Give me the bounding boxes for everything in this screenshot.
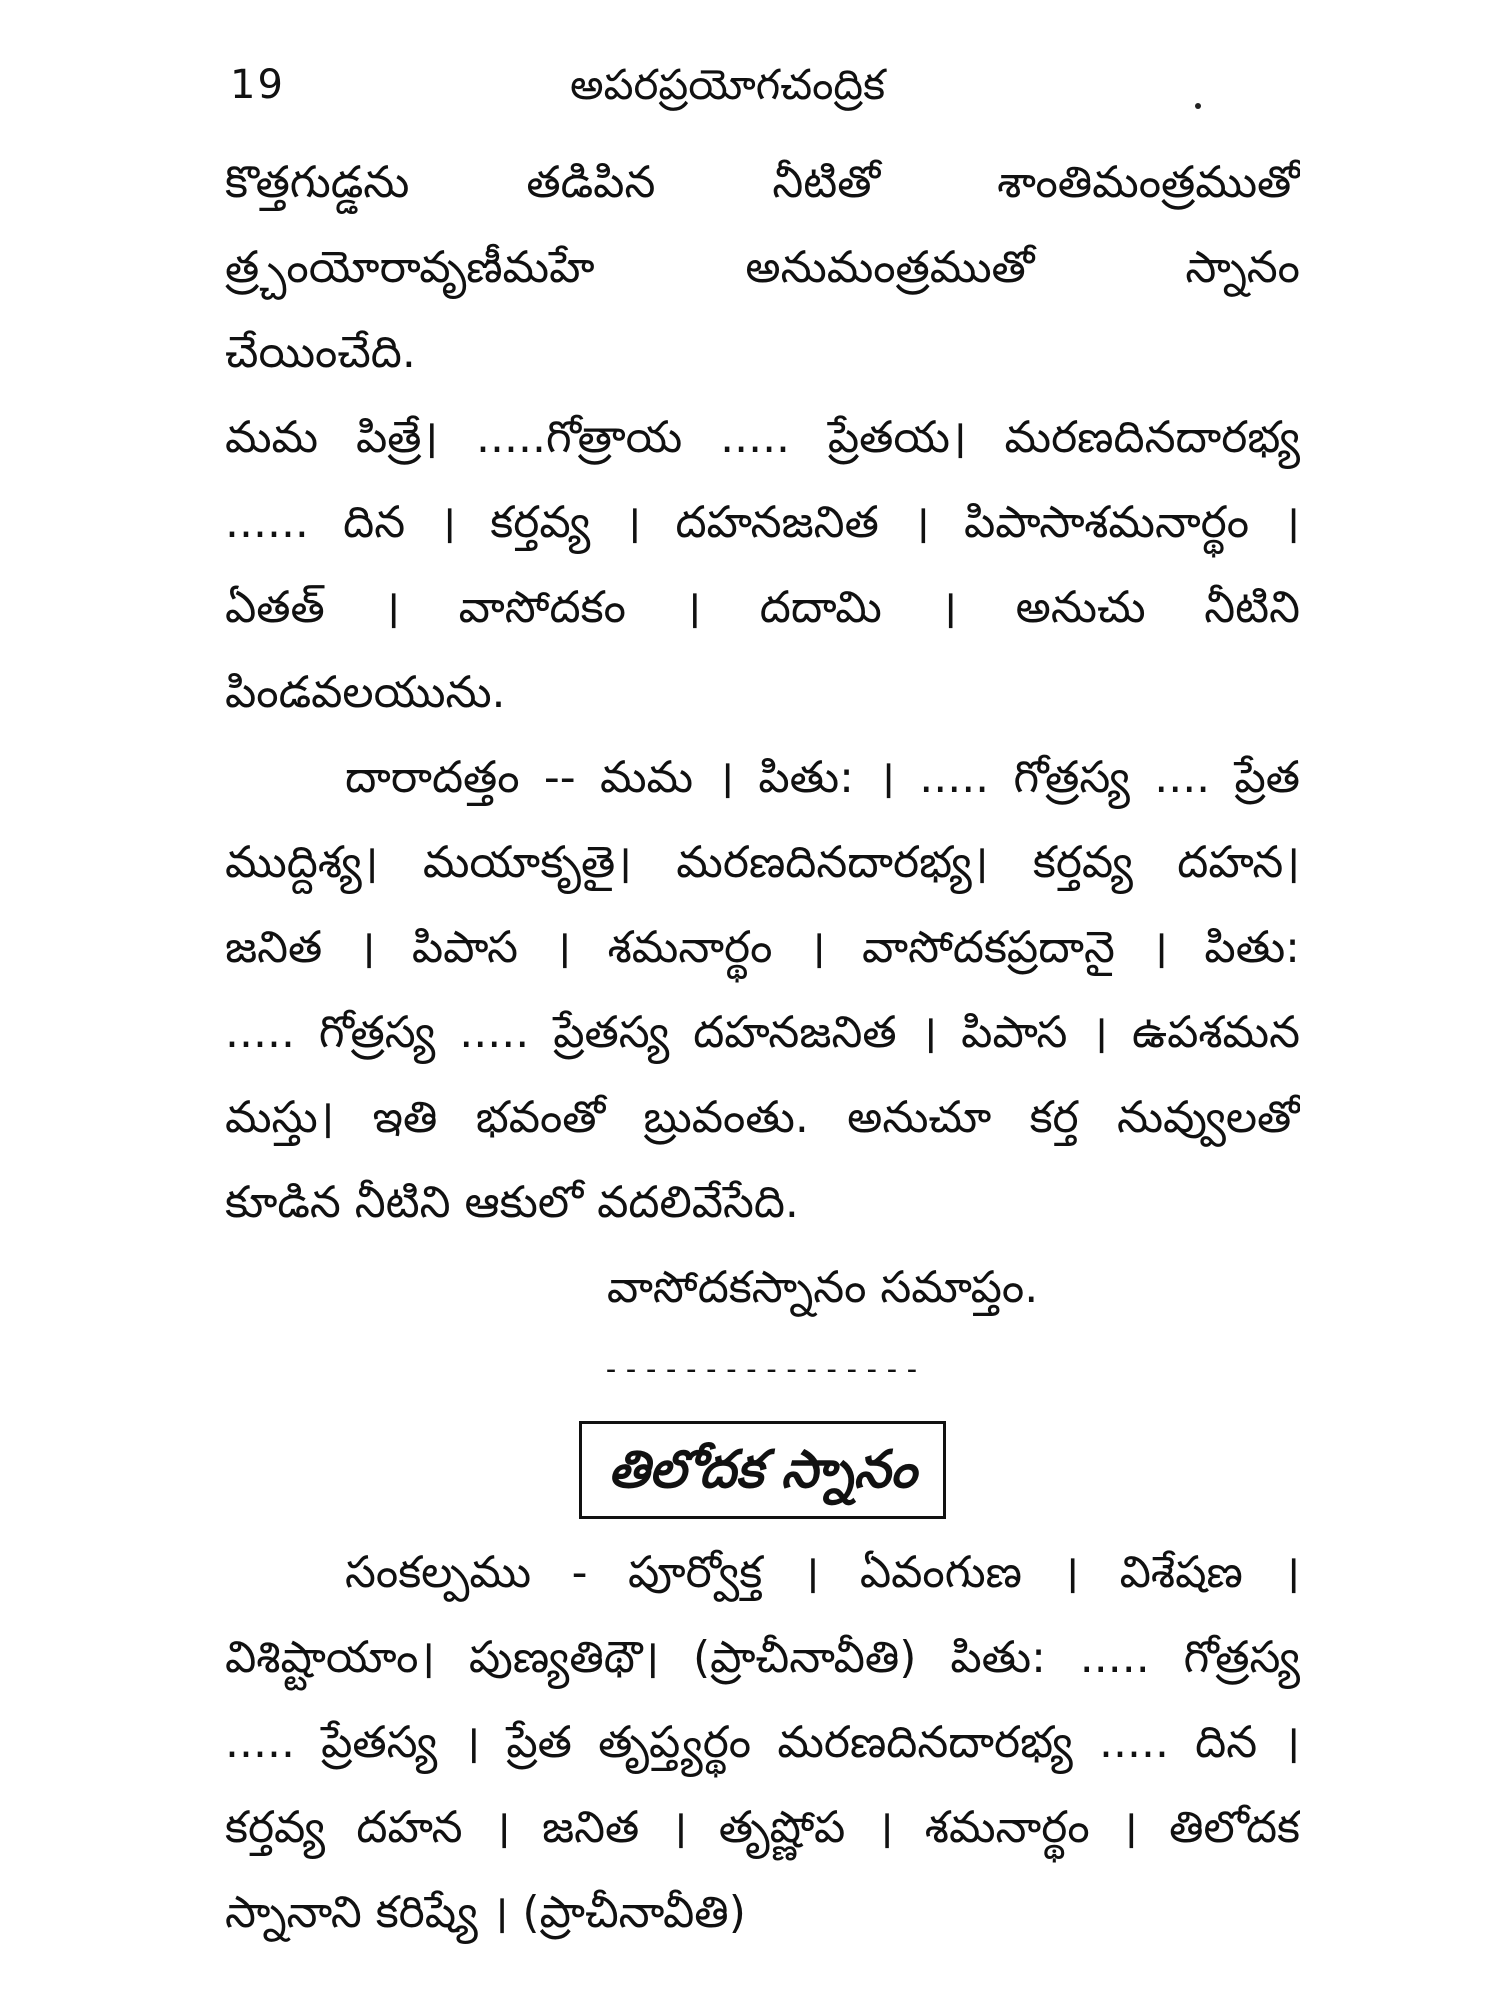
page-number: 19 xyxy=(230,62,285,108)
text-line: ముద్దిశ్య। మయాకృతై। మరణదినదారభ్య। కర్తవ్య దహన। xyxy=(225,837,1300,888)
text-line: సంకల్పము - పూర్వోక్త । ఏవంగుణ । విశేషణ । xyxy=(345,1547,1300,1598)
section-closing-line: వాసోదకస్నానం సమాప్తం. xyxy=(606,1262,1039,1313)
text-line: మమ పిత్రే। .....గోత్రాయ ..... ప్రేతయ। మరణదినదారభ్య xyxy=(225,412,1300,463)
section-heading-wrap xyxy=(225,1410,1300,1530)
page-header xyxy=(230,50,1230,120)
text-line: జనిత । పిపాస । శమనార్థం । వాసోదకప్రదానై । పితు: xyxy=(225,922,1300,973)
ink-speck xyxy=(1195,103,1201,109)
text-line: ..... గోత్రస్య ..... ప్రేతస్య దహనజనిత । పిపాస । ఉపశమన xyxy=(225,1007,1300,1058)
text-line: పిండవలయును. xyxy=(225,667,506,718)
text-line: స్నానాని కరిష్యే । (ప్రాచీనావీతి) xyxy=(225,1887,746,1938)
section-heading: తిలోదక స్నానం xyxy=(579,1421,945,1519)
text-line: కొత్తగుడ్డను తడిపిన నీటితో శాంతిమంత్రముతో xyxy=(225,157,1300,208)
text-line: ఏతత్ । వాసోదకం । దదామి । అనుచు నీటిని xyxy=(225,582,1300,633)
text-line: విశిష్టాయాం। పుణ్యతిథౌ। (ప్రాచీనావీతి) పితు: ..... గోత్రస్య xyxy=(225,1632,1300,1683)
section-separator: ---------------- xyxy=(602,1352,923,1387)
text-line: ...... దిన । కర్తవ్య । దహనజనిత । పిపాసాశమనార్థం । xyxy=(225,497,1300,548)
text-line: కర్తవ్య దహన । జనిత । తృష్ణోప । శమనార్థం । తిలోదక xyxy=(225,1802,1300,1853)
text-line: మస్తు। ఇతి భవంతో బ్రువంతు. అనుచూ కర్త నువ్వులతో xyxy=(225,1092,1300,1143)
text-line: ..... ప్రేతస్య । ప్రేత తృప్త్యర్థం మరణదినదారభ్య ..... దిన । xyxy=(225,1717,1300,1768)
text-line: దారాదత్తం -- మమ । పితు: । ..... గోత్రస్య .... ప్రేత xyxy=(345,752,1300,803)
text-line: చేయించేది. xyxy=(225,327,416,378)
text-line: కూడిన నీటిని ఆకులో వదలివేసేది. xyxy=(225,1177,799,1228)
running-title: అపరప్రయోగచంద్రిక xyxy=(570,60,886,109)
text-line: త్ర్చంయోరావృణీమహే అనుమంత్రముతో స్నానం xyxy=(225,242,1300,293)
body-text xyxy=(225,140,1300,1955)
